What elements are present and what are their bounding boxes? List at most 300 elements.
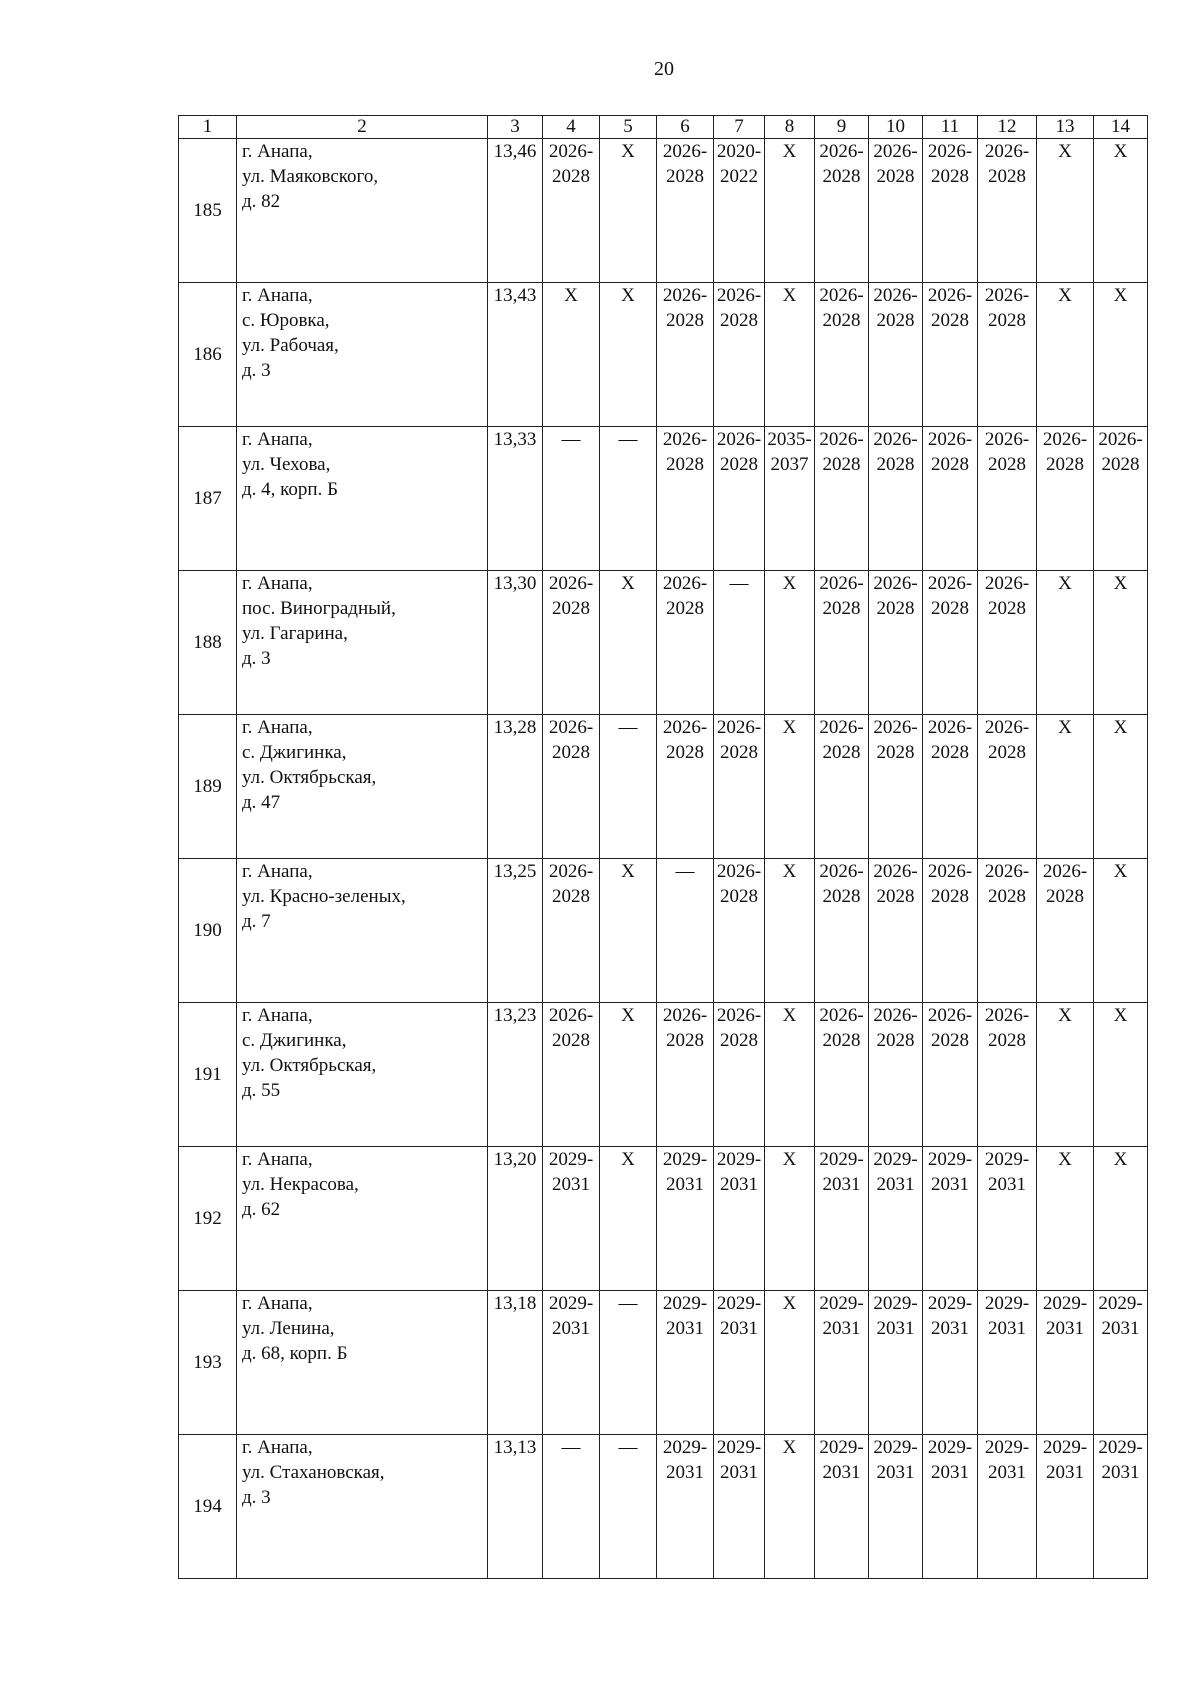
area-cell: 13,43 [488,283,543,427]
period-cell [869,859,923,1003]
cell-line: 2026- [984,1005,1030,1026]
row-number: 193 [179,1291,237,1435]
cell-line: 2028 [1101,454,1140,475]
column-header: 10 [869,116,923,139]
cell-line: 2026- [984,285,1030,306]
period-cell [923,571,978,715]
cell-line: 2026- [819,717,864,738]
row-number: 186 [179,283,237,427]
period-cell [1037,1147,1094,1291]
cell-line: — [561,1437,581,1458]
table-row [179,1147,1148,1291]
cell-line: 2028 [666,454,704,475]
period-cell [1037,1003,1094,1147]
period-cell [765,139,815,283]
cell-line: 2026- [716,1005,762,1026]
cell-line: 2028 [666,166,704,187]
cell-line: Х [1113,717,1128,738]
cell-line: 2031 [1046,1318,1084,1339]
address-line: ул. Некрасова, [242,1174,359,1195]
area-cell: 13,28 [488,715,543,859]
cell-line: 2028 [552,598,590,619]
address-cell [237,1291,488,1435]
cell-line: 2028 [988,1030,1026,1051]
cell-line: 2028 [720,742,758,763]
row-number: 191 [179,1003,237,1147]
address-line: с. Джигинка, [242,1030,347,1051]
cell-line: 2026- [984,141,1030,162]
cell-line: 2026- [927,429,973,450]
cell-line: 2026- [927,141,973,162]
period-cell [815,139,869,283]
cell-line: 2028 [552,166,590,187]
column-header: 12 [978,116,1037,139]
cell-line: 2029- [716,1149,762,1170]
cell-line: 2031 [876,1318,915,1339]
address-cell [237,427,488,571]
cell-line: 2031 [720,1174,758,1195]
cell-line: 2029- [662,1437,708,1458]
address-line: д. 3 [242,648,271,669]
cell-line: 2028 [822,742,861,763]
period-cell [1037,571,1094,715]
address-cell [237,283,488,427]
cell-line: — [618,1293,638,1314]
column-header: 5 [600,116,657,139]
cell-line: 2026- [984,717,1030,738]
period-cell [1037,1435,1094,1579]
cell-line: 2026- [984,573,1030,594]
cell-line: Х [782,1293,797,1314]
row-number: 188 [179,571,237,715]
period-cell [923,427,978,571]
period-cell [657,283,714,427]
cell-line: 2031 [552,1318,590,1339]
cell-line: — [618,1437,638,1458]
area-cell: 13,33 [488,427,543,571]
period-cell [978,139,1037,283]
period-cell [657,427,714,571]
cell-line: 2029- [662,1293,708,1314]
area-cell: 13,25 [488,859,543,1003]
period-cell [923,715,978,859]
row-number: 189 [179,715,237,859]
address-cell [237,139,488,283]
cell-line: 2028 [720,1030,758,1051]
period-cell [1094,283,1148,427]
cell-line: Х [1058,285,1072,306]
period-cell [869,1435,923,1579]
address-line: с. Джигинка, [242,742,347,763]
table-row [179,1435,1148,1579]
period-cell [978,1147,1037,1291]
cell-line: 2028 [988,454,1026,475]
cell-line: 2029- [716,1437,762,1458]
cell-line: Х [1058,573,1072,594]
cell-line: 2028 [1046,454,1084,475]
column-header: 8 [765,116,815,139]
cell-line: 2026- [819,1005,864,1026]
period-cell [1094,1003,1148,1147]
period-cell [600,859,657,1003]
row-number: 190 [179,859,237,1003]
cell-line: 2028 [876,598,915,619]
cell-line: 2028 [931,310,969,331]
cell-line: 2029- [716,1293,762,1314]
period-cell [1094,139,1148,283]
cell-line: 2031 [552,1174,590,1195]
period-cell [600,1147,657,1291]
period-cell [714,1291,765,1435]
cell-line: 2031 [1101,1462,1140,1483]
cell-line: Х [782,861,797,882]
cell-line: Х [782,1005,797,1026]
cell-line: — [729,573,749,594]
period-cell [543,1291,600,1435]
period-cell [815,715,869,859]
period-cell [978,283,1037,427]
period-cell [923,139,978,283]
period-cell [543,571,600,715]
period-cell [543,283,600,427]
period-cell [1094,859,1148,1003]
column-header: 9 [815,116,869,139]
address-line: г. Анапа, [242,1293,313,1314]
address-line: ул. Ленина, [242,1318,335,1339]
period-cell [869,571,923,715]
cell-line: 2029- [1042,1293,1088,1314]
cell-line: 2028 [931,598,969,619]
cell-line: 2028 [988,310,1026,331]
cell-line: 2028 [666,310,704,331]
period-cell [923,1003,978,1147]
cell-line: Х [1058,141,1072,162]
period-cell [815,1147,869,1291]
cell-line: 2026- [819,429,864,450]
cell-line: 2028 [666,598,704,619]
cell-line: Х [1113,285,1128,306]
row-number: 187 [179,427,237,571]
address-cell [237,715,488,859]
cell-line: 2026- [873,285,918,306]
row-number: 194 [179,1435,237,1579]
column-header: 11 [923,116,978,139]
cell-line: 2031 [931,1318,969,1339]
period-cell [543,1003,600,1147]
cell-line: 2029- [927,1293,973,1314]
cell-line: Х [621,1149,635,1170]
period-cell [978,571,1037,715]
period-cell [714,715,765,859]
cell-line: — [618,717,638,738]
cell-line: 2031 [822,1318,861,1339]
cell-line: 2026- [1042,861,1088,882]
cell-line: 2026- [548,141,594,162]
cell-line: 2028 [552,1030,590,1051]
period-cell [543,1435,600,1579]
period-cell [815,1291,869,1435]
row-number: 185 [179,139,237,283]
address-line: г. Анапа, [242,1005,313,1026]
period-cell [923,1435,978,1579]
period-cell [815,427,869,571]
cell-line: 2029- [984,1149,1030,1170]
cell-line: Х [1058,717,1072,738]
cell-line: 2029- [873,1437,918,1458]
table-row [179,1003,1148,1147]
cell-line: Х [1113,1149,1128,1170]
cell-line: 2026- [548,1005,594,1026]
period-cell [657,1147,714,1291]
period-cell [600,139,657,283]
cell-line: 2028 [552,742,590,763]
period-cell [765,1291,815,1435]
column-header: 3 [488,116,543,139]
period-cell [714,427,765,571]
cell-line: 2026- [662,1005,708,1026]
cell-line: Х [1113,861,1128,882]
cell-line: 2028 [822,1030,861,1051]
period-cell [1037,1291,1094,1435]
address-line: д. 4, корп. Б [242,479,339,500]
address-line: с. Юровка, [242,310,330,331]
cell-line: 2029- [1098,1437,1143,1458]
cell-line: 2031 [666,1174,704,1195]
address-line: д. 82 [242,191,281,212]
cell-line: Х [621,285,635,306]
period-cell [1094,571,1148,715]
period-cell [600,715,657,859]
cell-line: 2035- [767,429,812,450]
period-cell [1037,427,1094,571]
period-cell [1037,283,1094,427]
cell-line: Х [1113,141,1128,162]
period-cell [815,859,869,1003]
address-line: г. Анапа, [242,429,313,450]
address-cell [237,1003,488,1147]
cell-line: 2028 [988,742,1026,763]
period-cell [1094,1147,1148,1291]
period-cell [714,859,765,1003]
cell-line: 2020- [716,141,762,162]
period-cell [600,427,657,571]
address-line: г. Анапа, [242,1149,313,1170]
address-line: г. Анапа, [242,861,313,882]
period-cell [600,1291,657,1435]
period-cell [869,139,923,283]
area-cell: 13,13 [488,1435,543,1579]
cell-line: 2031 [931,1462,969,1483]
address-line: д. 3 [242,360,271,381]
cell-line: 2026- [873,141,918,162]
period-cell [1037,715,1094,859]
column-header: 6 [657,116,714,139]
address-line: д. 47 [242,792,281,813]
period-cell [815,1435,869,1579]
cell-line: 2037 [770,454,809,475]
period-cell [978,715,1037,859]
cell-line: 2028 [988,886,1026,907]
period-cell [765,283,815,427]
cell-line: 2026- [548,861,594,882]
cell-line: 2028 [720,886,758,907]
cell-line: 2026- [716,717,762,738]
table-row [179,139,1148,283]
period-cell [923,283,978,427]
cell-line: 2028 [876,1030,915,1051]
period-cell [815,1003,869,1147]
period-cell [765,1147,815,1291]
table-row [179,283,1148,427]
cell-line: 2029- [927,1437,973,1458]
cell-line: 2028 [876,742,915,763]
cell-line: 2028 [988,166,1026,187]
cell-line: 2029- [548,1149,594,1170]
period-cell [869,427,923,571]
address-line: г. Анапа, [242,573,313,594]
period-cell [923,1291,978,1435]
cell-line: 2031 [822,1462,861,1483]
cell-line: 2029- [984,1437,1030,1458]
cell-line: 2028 [720,454,758,475]
column-header: 4 [543,116,600,139]
cell-line: 2029- [548,1293,594,1314]
area-cell: 13,20 [488,1147,543,1291]
period-cell [657,1435,714,1579]
period-cell [600,283,657,427]
address-cell [237,859,488,1003]
area-cell: 13,23 [488,1003,543,1147]
period-cell [978,859,1037,1003]
cell-line: 2031 [666,1318,704,1339]
address-line: ул. Октябрьская, [242,767,377,788]
address-line: д. 62 [242,1199,281,1220]
table-row [179,715,1148,859]
cell-line: 2028 [876,166,915,187]
period-cell [815,283,869,427]
period-cell [714,1003,765,1147]
address-line: г. Анапа, [242,717,313,738]
cell-line: 2028 [931,454,969,475]
cell-line: 2031 [876,1462,915,1483]
cell-line: 2026- [984,861,1030,882]
address-cell [237,571,488,715]
cell-line: Х [782,1437,797,1458]
cell-line: 2026- [819,285,864,306]
cell-line: 2026- [1098,429,1143,450]
cell-line: 2029- [819,1437,864,1458]
period-cell [543,1147,600,1291]
table-row [179,427,1148,571]
cell-line: 2029- [1042,1437,1088,1458]
period-cell [978,1003,1037,1147]
cell-line: 2026- [873,573,918,594]
cell-line: 2026- [662,141,708,162]
cell-line: 2031 [1101,1318,1140,1339]
period-cell [1037,139,1094,283]
cell-line: 2028 [876,886,915,907]
cell-line: 2028 [822,598,861,619]
cell-line: 2031 [720,1318,758,1339]
address-line: д. 55 [242,1080,281,1101]
cell-line: 2026- [716,429,762,450]
cell-line: — [618,429,638,450]
cell-line: 2026- [662,285,708,306]
period-cell [978,1435,1037,1579]
cell-line: 2031 [988,1174,1026,1195]
address-cell [237,1147,488,1291]
address-line: ул. Чехова, [242,454,331,475]
cell-line: — [561,429,581,450]
cell-line: 2026- [819,861,864,882]
period-cell [869,283,923,427]
address-line: ул. Октябрьская, [242,1055,377,1076]
row-number: 192 [179,1147,237,1291]
period-cell [765,1435,815,1579]
header-row [179,116,1148,139]
cell-line: 2026- [873,1005,918,1026]
period-cell [657,859,714,1003]
cell-line: 2026- [927,861,973,882]
address-line: ул. Стахановская, [242,1462,385,1483]
cell-line: Х [621,141,635,162]
period-cell [657,715,714,859]
table-row [179,859,1148,1003]
schedule-table [178,115,1148,1579]
cell-line: 2028 [666,1030,704,1051]
cell-line: Х [782,1149,797,1170]
cell-line: 2028 [876,310,915,331]
cell-line: 2026- [819,573,864,594]
address-line: ул. Гагарина, [242,623,348,644]
period-cell [1094,1291,1148,1435]
period-cell [600,1003,657,1147]
cell-line: Х [621,861,635,882]
cell-line: 2029- [873,1149,918,1170]
period-cell [765,715,815,859]
cell-line: 2026- [819,141,864,162]
cell-line: Х [564,285,578,306]
cell-line: 2028 [822,166,861,187]
address-line: ул. Маяковского, [242,166,379,187]
period-cell [869,715,923,859]
cell-line: 2031 [931,1174,969,1195]
period-cell [869,1291,923,1435]
cell-line: 2028 [822,886,861,907]
period-cell [1094,1435,1148,1579]
cell-line: 2029- [819,1149,864,1170]
column-header: 1 [179,116,237,139]
period-cell [600,571,657,715]
column-header: 14 [1094,116,1148,139]
page-number: 20 [654,58,674,80]
cell-line: Х [782,717,797,738]
period-cell [978,1291,1037,1435]
address-line: г. Анапа, [242,141,313,162]
cell-line: 2028 [931,1030,969,1051]
cell-line: 2026- [548,573,594,594]
period-cell [765,1003,815,1147]
cell-line: 2028 [876,454,915,475]
cell-line: 2028 [822,454,861,475]
period-cell [714,1147,765,1291]
period-cell [765,427,815,571]
cell-line: Х [621,573,635,594]
cell-line: 2026- [984,429,1030,450]
address-line: пос. Виноградный, [242,598,396,619]
period-cell [978,427,1037,571]
cell-line: 2026- [927,1005,973,1026]
